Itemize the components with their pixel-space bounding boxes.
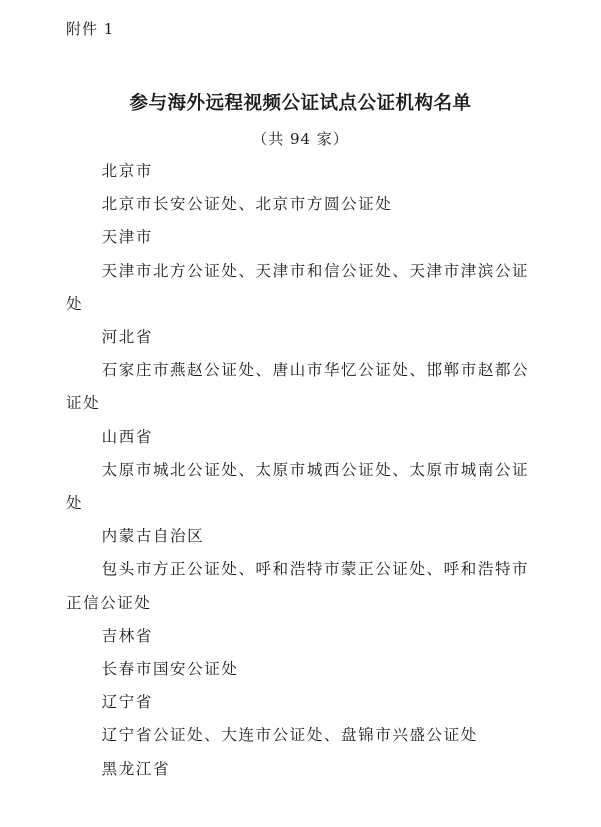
province-heading: 吉林省: [101, 626, 153, 645]
province-heading: 河北省: [101, 328, 153, 347]
office-list: 辽宁省公证处、大连市公证处、盘锦市兴盛公证处: [101, 726, 478, 745]
office-list: 长春市国安公证处: [101, 660, 239, 679]
province-heading: 北京市: [101, 162, 153, 180]
province-heading: 黑龙江省: [101, 759, 171, 778]
province-heading: 内蒙古自治区: [101, 527, 205, 546]
office-list: 天津市北方公证处、天津市和信公证处、天津市津滨公证处: [66, 261, 530, 313]
institution-count: （共 94 家）: [252, 130, 349, 148]
office-list: 包头市方正公证处、呼和浩特市蒙正公证处、呼和浩特市正信公证处: [66, 560, 530, 612]
document-title: 参与海外远程视频公证试点公证机构名单: [129, 93, 472, 114]
office-list: 北京市长安公证处、北京市方圆公证处: [101, 195, 393, 214]
institution-list: [66, 155, 536, 786]
province-heading: 天津市: [101, 228, 153, 247]
office-list: 太原市城北公证处、太原市城西公证处、太原市城南公证处: [66, 460, 530, 513]
attachment-label: 附件 1: [66, 20, 115, 38]
province-heading: 山西省: [101, 427, 153, 446]
office-list: 石家庄市燕赵公证处、唐山市华忆公证处、邯郸市赵都公证处: [66, 361, 530, 413]
province-heading: 辽宁省: [101, 693, 153, 712]
